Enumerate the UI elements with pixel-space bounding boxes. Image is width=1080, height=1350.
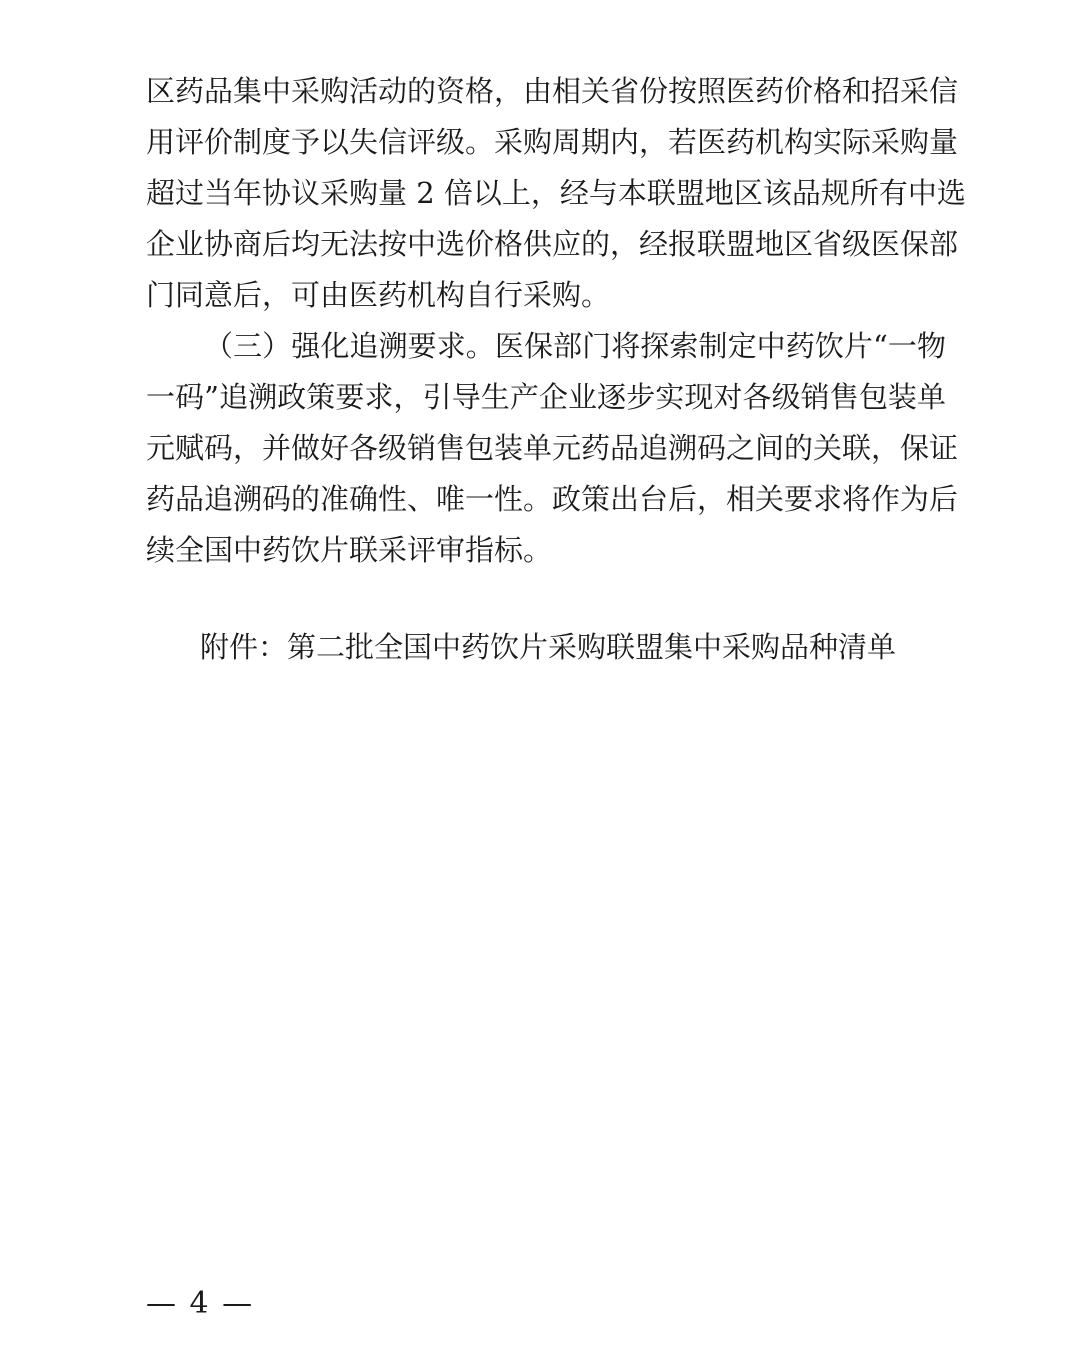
paragraph-line: 超过当年协议采购量 2 倍以上，经与本联盟地区该品规所有中选 (146, 176, 966, 210)
paragraph-line: 一码”追溯政策要求，引导生产企业逐步实现对各级销售包装单 (146, 380, 946, 414)
body-text (146, 66, 966, 576)
paragraph-line: （三）强化追溯要求。医保部门将探索制定中药饮片“一物 (204, 329, 946, 363)
paragraph-line: 门同意后，可由医药机构自行采购。 (146, 278, 611, 312)
attachment-note: 附件：第二批全国中药饮片采购联盟集中采购品种清单 (200, 630, 897, 664)
paragraph-line: 药品追溯码的准确性、唯一性。政策出台后，相关要求将作为后 (146, 482, 959, 516)
paragraph-line: 元赋码，并做好各级销售包装单元药品追溯码之间的关联，保证 (146, 431, 959, 465)
paragraph-line: 续全国中药饮片联采评审指标。 (146, 533, 553, 567)
paragraph-line: 区药品集中采购活动的资格，由相关省份按照医药价格和招采信 (146, 74, 959, 108)
page-number: — 4 — (146, 1286, 255, 1321)
paragraph-line: 企业协商后均无法按中选价格供应的，经报联盟地区省级医保部 (146, 227, 959, 261)
paragraph-line: 用评价制度予以失信评级。采购周期内，若医药机构实际采购量 (146, 125, 959, 159)
